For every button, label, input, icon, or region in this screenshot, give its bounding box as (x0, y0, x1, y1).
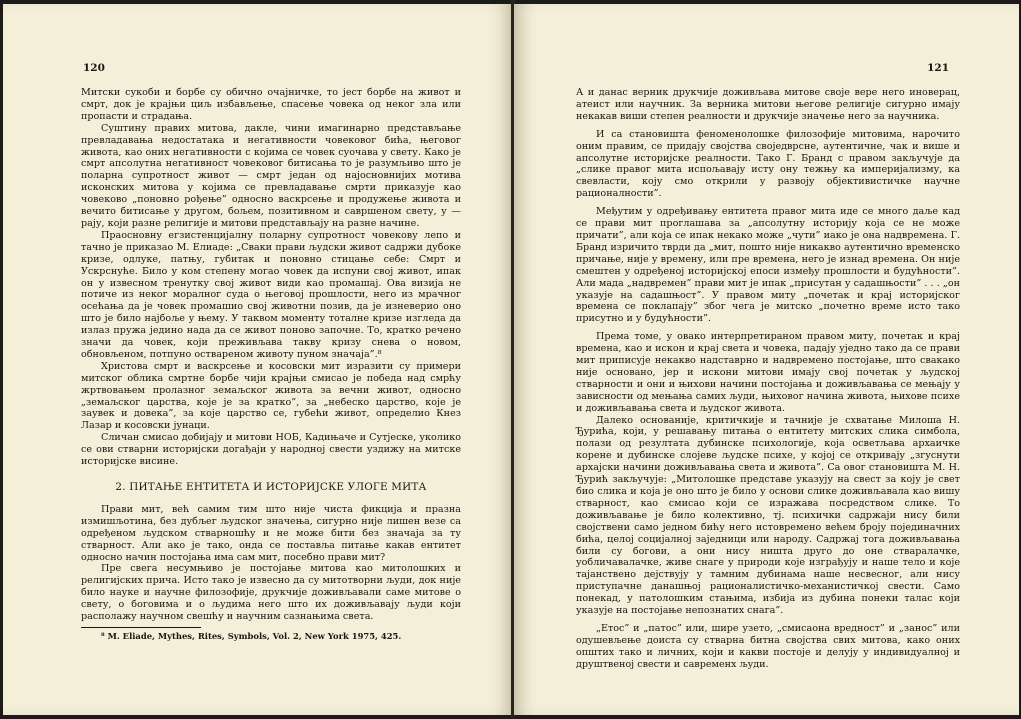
paragraph: Сличан смисао добијају и митови НОБ, Кадињаче и Сутјеске, уколико се ови стварни историјски догађаји у народној свести уздижу на митске историјске висине. (81, 432, 461, 468)
paragraph: Међутим у одређивању ентитета правог мита иде се много даље кад се прави мит проглашава за „апсолутну историју која се не може причати”, али која се ипак некако може „чути” иако је она надвремена. Г. Бранд изричито тврди да „мит, пошто није никакво аутентично временско причање, није у времену, или пре времена, него је изнад времена. Он није смештен у одређеној историјској епоси између прошлости и будућности”. Али мада „надвремен” прави мит је ипак „присутан у садашњости” . . . „он указује на садашњост”. У правом миту „почетак и крај историјског времена се поклапају” због чега је митско „почетно време исто тако присутно и у будућности”. (576, 206, 960, 325)
footnote-divider (81, 627, 201, 628)
paragraph: Далеко основаније, критичкије и тачније је схватање Милоша Н. Ђурића, који, у решавању питања о ентитету митских слика симбола, полази од резултата дубинске психологије, која осветљава архаичке корене и дубинске слојеве људске психе, у којој се откривају „згуснути архајски начини доживљавања света и живота”. Са овог становишта М. Н. Ђурић закључује: „Митолошке представе указују на свест за коју је свет био слика и која је оно што је било у основи слике доживљавала као вишу стварност, као смисао који се изражава посредством слике. То доживљавање је било колективно, тј. психички садржаји нису били својствени само једном бићу него истовремено већем броју појединачних бића, целој социјалној заједници или народу. Садржај тога доживљавања били су богови, а они нису ништа друго до оне стваралачке, уобличавалачке, живе снаге у природи које изграђују и наше тело и које тајанствено дејствују у тамним дубинама наше несвесног, али нису приступачне данашњој рационалистичко-механистичкој свести. Само понекад, у патолошким стањима, избија из дубина понеки талас који указује на постојање непознатих снага”. (576, 414, 960, 617)
footnote: ⁸ M. Eliade, Mythes, Rites, Symbols, Vol. 2, New York 1975, 425. (101, 630, 402, 641)
paragraph: Према томе, у овако интерпретираном правом миту, почетак и крај времена, као и искон и крај света и човека, падају уједно тако да се прави мит приписује некакво надставрно и надвремено постојање, што свакако није основано, јер и искони митови имају свој почетак у људској стварности и они и њихови начини постојања и доживљавања се мењају у зависности од мењања самих људи, њиховог начина живота, њихове психе и доживљавања света и људског живота. (576, 331, 960, 414)
page-number: 121 (927, 62, 949, 74)
paragraph: И са становишта феноменолошке филозофије митовима, нарочито оним правим, се придају својства своједврсне, аутентичне, чак и више и апсолутне историјске реалности. Тако Г. Бранд с правом закључује да „слике правог мита испољавају исту ону тежњу ка империјализму, ка свевласти, коју смо открили у развоју објективистичке научне рационалности”. (576, 128, 960, 200)
right-page (514, 4, 1019, 715)
paragraph: Митски сукоби и борбе су обично очајничке, то јест борбе на живот и смрт, док је крајњи циљ избављење, спасење човека од неког зла или пропасти и страдања. (81, 87, 461, 122)
left-page-body (81, 87, 461, 641)
page-number: 120 (83, 62, 105, 74)
section-heading: 2. ПИТАЊЕ ЕНТИТЕТА И ИСТОРИЈСКЕ УЛОГЕ МИТА (115, 481, 427, 493)
paragraph: Прави мит, већ самим тим што није чиста фикција и празна измишљотина, без дубљег људског значења, сигурно није лишен везе са одређеном људском стварношћу и не може бити без значаја за ту стварност. Али ако је тако, онда се поставља питање какав ентитет односно начин постојања има сам мит, посебно прави мит? (81, 503, 461, 563)
paragraph: А и данас верник друкчије доживљава митове своје вере него иноверац, атеист или научник. За верника митови његове религије сигурно имају некакав виши степен реалности и друкчије значење него за научника. (576, 87, 960, 122)
paragraph: Суштину правих митова, дакле, чини имагинарно представљање превладавања недостатака и негативности човековог бића, његовог живота, као оних негативности с којима се човек суочава у свету. Како је смрт апсолутна негативност човековог битисања то је разумљиво што је поларна супротност живот — смрт један од најосновнијих мотива исконских митова у којима се превладавање смрти приказује као човеково „поновно рођење” односно васкрсење и продужење живота и вечито битисање у другом, бољем, позитивном и савршеном свету, у — рају, који разне религије и митови представљају на разне начине. (81, 122, 461, 229)
paragraph: Пре свега несумњиво је постојање митова као митолошких и религијских прича. Исто тако је извесно да су митотворни људи, док није било науке и научне филозофије, друкчије доживљавали саме митове о свету, о боговима и о људима него што их доживљавају људи који располажу научном свешћу и научним сазнањима света. (81, 563, 461, 623)
paragraph: „Етос” и „патос” или, шире узето, „смисаона вредност” и „занос” или одушевљење доиста су стварна битна својства свих митова, како оних општих тако и личних, који и какви постоје и делују у индивидуалној и друштвеној свести и савременх људи. (576, 622, 960, 670)
left-page (3, 4, 512, 715)
paragraph: Праосновну егзистенцијалну поларну супротност човекову лепо и тачно је приказао М. Елиаде: „Сваки прави људски живот садржи дубоке кризе, одлуке, патњу, губитак и поновно стицање себе: Смрт и Ускрснуће. Било у ком степену могао човек да испуни свој живот, ипак он у извесном тренутку свој живот види као промашај. Ова визија не потиче из неког моралног суда о његовој прошлости, него из мрачног осећања да је човек промашио свој животни позив, да је изневерио оно што је било најбоље у њему. У таквом моменту тоталне кризе изгледа да излаз пружа једино нада да се живот поново започне. То, кратко речено значи да човек, који преживљава такву кризу снева о новом, обновљеном, потпуно оствареном животу пуном значаја”.⁸ (81, 229, 461, 360)
paragraph: Христова смрт и васкрсење и косовски мит изразити су примери митског облика смртне борбе чији крајњи смисао је победа над смрћу жртвовањем пролазног земаљског живота за вечни живот, односно „земаљског царства, које је за кратко”, за „небеско царство, које је заувек и довека”, за које царство се, губећи живот, определио Кнез Лазар и косовски јунаци. (81, 360, 461, 432)
right-page-body (576, 87, 960, 671)
